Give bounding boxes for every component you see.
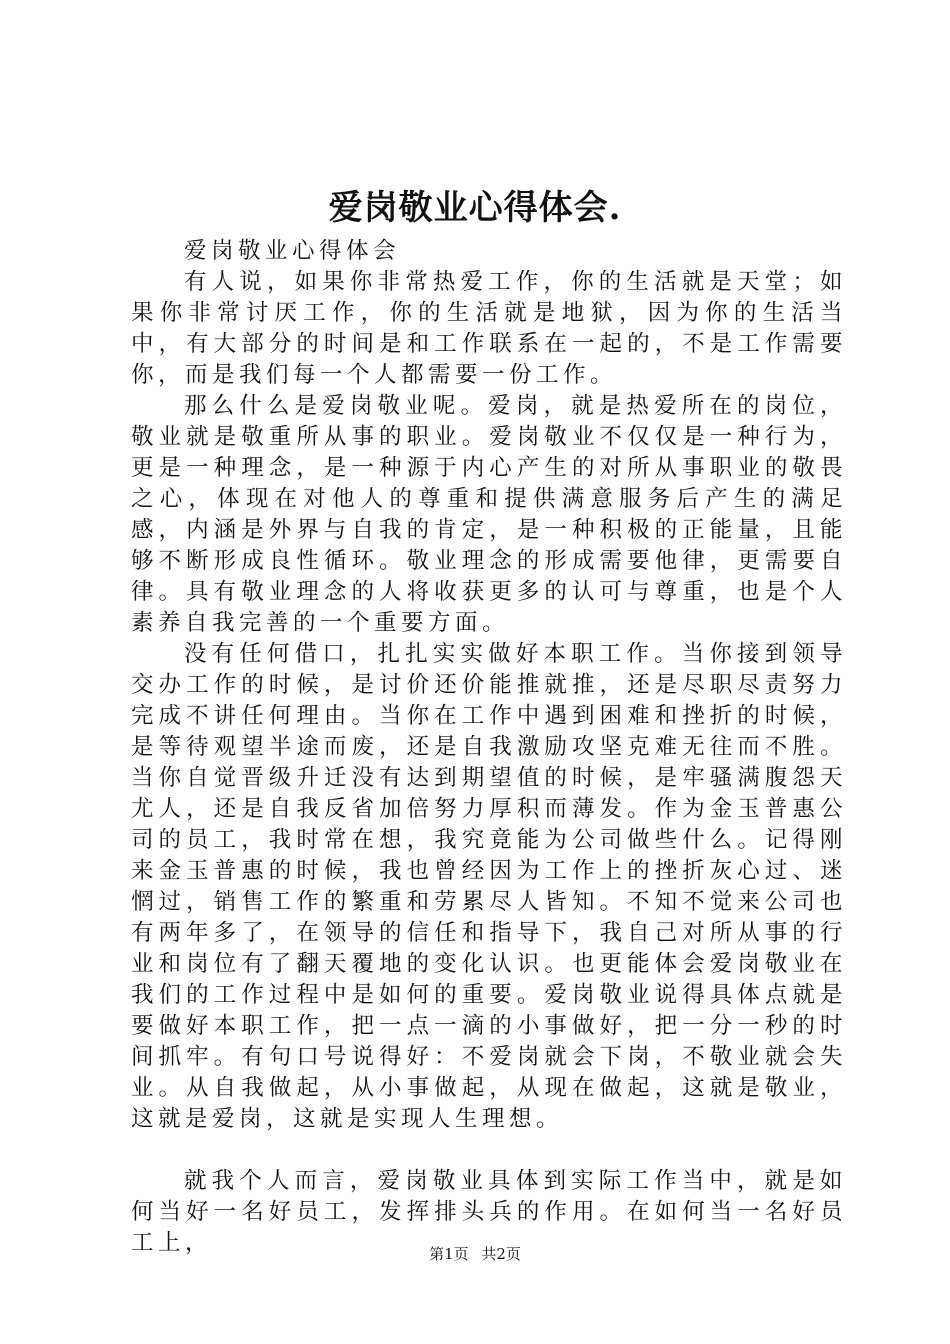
page-total: 共2页 (481, 1245, 521, 1263)
paragraph-subtitle: 爱岗敬业心得体会 (184, 238, 401, 264)
document-body (131, 236, 847, 1259)
paragraph: 有人说，如果你非常热爱工作，你的生活就是天堂；如果你非常讨厌工作，你的生活就是地狱，因为你的生活当中，有大部分的时间是和工作联系在一起的，不是工作需要你，而是我们每一个人都需要一份工作。 (131, 269, 847, 388)
paragraph: 没有任何借口，扎扎实实做好本职工作。当你接到领导交办工作的时候，是讨价还价能推就推，还是尽职尽责努力完成不讲任何理由。当你在工作中遇到困难和挫折的时候，是等待观望半途而废，还是自我激励攻坚克难无往而不胜。当你自觉晋级升迁没有达到期望值的时候，是牢骚满腹怨天尤人，还是自我反省加倍努力厚积而薄发。作为金玉普惠公司的员工，我时常在想，我究竟能为公司做些什么。记得刚来金玉普惠的时候，我也曾经因为工作上的挫折灰心过、迷惘过，销售工作的繁重和劳累尽人皆知。不知不觉来公司也有两年多了，在领导的信任和指导下，我自己对所从事的行业和岗位有了翻天覆地的变化认识。也更能体会爱岗敬业在我们的工作过程中是如何的重要。爱岗敬业说得具体点就是要做好本职工作，把一点一滴的小事做好，把一分一秒的时间抓牢。有句口号说得好：不爱岗就会下岗，不敬业就会失业。从自我做起，从小事做起，从现在做起，这就是敬业，这就是爱岗，这就是实现人生理想。 (131, 641, 847, 1132)
paragraph: 那么什么是爱岗敬业呢。爱岗，就是热爱所在的岗位，敬业就是敬重所从事的职业。爱岗敬业不仅仅是一种行为，更是一种理念，是一种源于内心产生的对所从事职业的敬畏之心，体现在对他人的尊重和提供满意服务后产生的满足感，内涵是外界与自我的肯定，是一种积极的正能量，且能够不断形成良性循环。敬业理念的形成需要他律，更需要自律。具有敬业理念的人将收获更多的认可与尊重，也是个人素养自我完善的一个重要方面。 (131, 393, 847, 636)
paragraph: 就我个人而言，爱岗敬业具体到实际工作当中，就是如何当好一名好员工，发挥排头兵的作用。在如何当一名好员工上， (131, 1168, 847, 1256)
page-footer (0, 1244, 950, 1264)
page-number: 第1页 (429, 1245, 469, 1263)
document-title: 爱岗敬业心得体会. (328, 188, 622, 228)
